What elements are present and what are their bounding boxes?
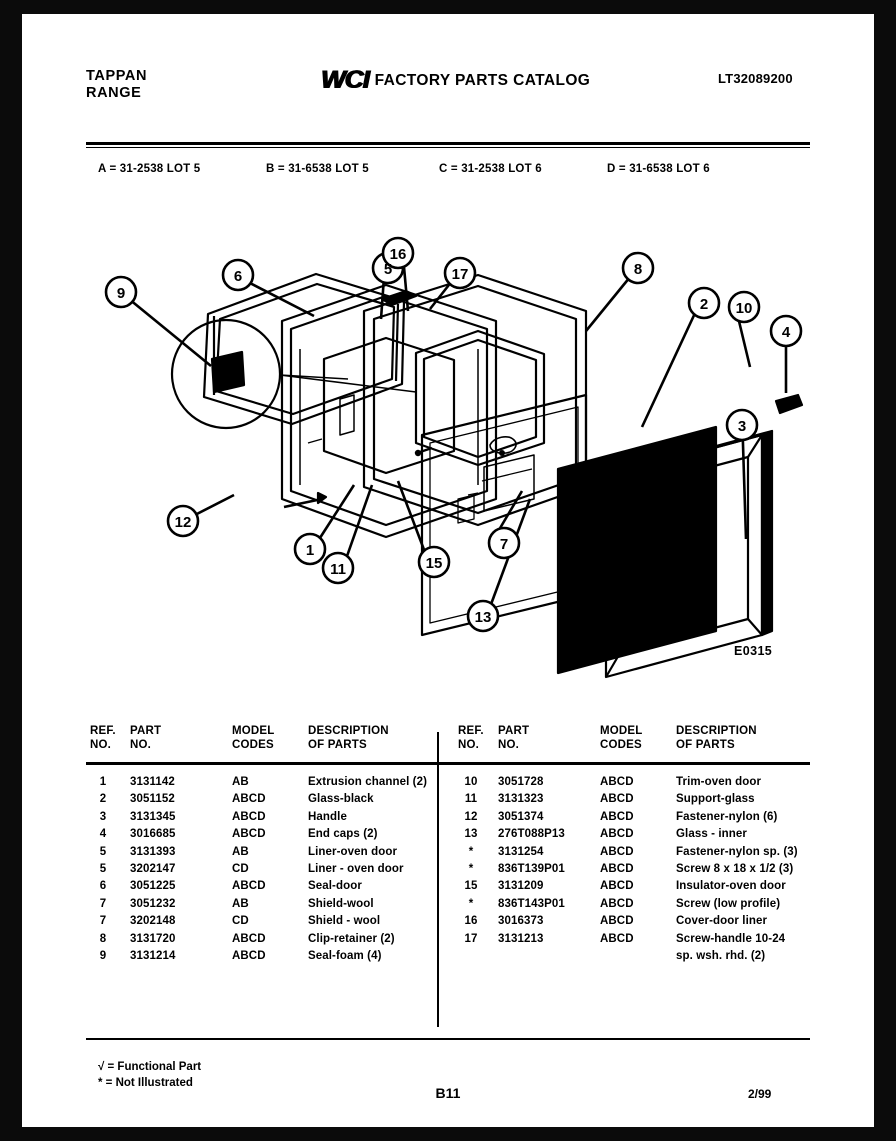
- catalog-date: 2/99: [748, 1087, 772, 1101]
- callout-17: 17: [451, 266, 469, 283]
- cell-model-codes: ABCD: [232, 949, 266, 962]
- cell-part-no: 3131323: [498, 793, 544, 806]
- cell-part-no: 3202148: [130, 915, 176, 928]
- callout-8: 8: [633, 261, 643, 278]
- catalog-number: LT32089200: [718, 71, 793, 86]
- cell-ref-no: *: [468, 897, 474, 910]
- model-code-a: A = 31-2538 LOT 5: [98, 163, 201, 175]
- callout-16: 16: [389, 246, 407, 263]
- cell-description: Glass-black: [308, 793, 374, 806]
- header-description: DESCRIPTION OF PARTS: [308, 725, 389, 751]
- cell-description: Glass - inner: [676, 828, 747, 841]
- table-row: [454, 950, 804, 967]
- page-number: B11: [435, 1085, 461, 1101]
- cell-ref-no: 4: [99, 828, 107, 841]
- parts-column-right: [454, 776, 804, 967]
- table-row: [86, 880, 436, 897]
- table-row: [86, 811, 436, 828]
- cell-part-no: 3202147: [130, 862, 176, 875]
- cell-model-codes: CD: [232, 915, 249, 928]
- callout-4: 4: [781, 324, 791, 341]
- cell-model-codes: ABCD: [600, 897, 634, 910]
- cell-part-no: 3051225: [130, 880, 176, 893]
- cell-model-codes: ABCD: [600, 810, 634, 823]
- cell-description: Clip-retainer (2): [308, 932, 395, 945]
- table-row: [86, 846, 436, 863]
- table-row: [454, 828, 804, 845]
- cell-ref-no: 16: [464, 915, 478, 928]
- table-row: [86, 793, 436, 810]
- header-rule-thin: [86, 147, 810, 148]
- cell-part-no: 3131142: [130, 776, 175, 788]
- cell-description: Liner - oven door: [308, 862, 404, 875]
- cell-part-no: 3131393: [130, 845, 176, 858]
- callout-1: 1: [305, 542, 315, 559]
- cell-description: Shield-wool: [308, 897, 374, 910]
- legend-not-illustrated: * = Not Illustrated: [98, 1077, 193, 1089]
- cell-ref-no: 7: [99, 915, 107, 928]
- cell-description: Screw (low profile): [676, 897, 781, 910]
- header-ref-no: REF. NO.: [90, 725, 116, 751]
- cell-ref-no: 15: [464, 880, 478, 893]
- table-row: [86, 828, 436, 845]
- cell-description: Extrusion channel (2): [308, 776, 428, 788]
- cell-description: Trim-oven door: [676, 776, 762, 788]
- callout-6: 6: [233, 268, 243, 285]
- cell-part-no: 3051152: [130, 793, 175, 806]
- cell-ref-no: 6: [99, 880, 107, 893]
- header-model-codes-right: MODEL CODES: [600, 725, 643, 751]
- callout-13: 13: [474, 609, 492, 626]
- header-model-codes: MODEL CODES: [232, 725, 275, 751]
- cell-model-codes: ABCD: [232, 880, 266, 893]
- cell-part-no: 836T143P01: [498, 897, 565, 910]
- cell-ref-no: 1: [99, 776, 107, 788]
- header-description-right: DESCRIPTION OF PARTS: [676, 725, 757, 751]
- table-column-divider: [437, 732, 439, 1027]
- model-code-d: D = 31-6538 LOT 6: [607, 163, 710, 175]
- cell-ref-no: 10: [464, 776, 478, 788]
- cell-description: Screw 8 x 18 x 1/2 (3): [676, 862, 794, 875]
- callout-15: 15: [425, 555, 443, 572]
- cell-ref-no: 12: [464, 810, 478, 823]
- callout-5: 5: [383, 261, 393, 278]
- callout-3: 3: [737, 418, 747, 435]
- cell-ref-no: 7: [99, 897, 107, 910]
- cell-model-codes: ABCD: [600, 915, 634, 928]
- cell-ref-no: 5: [99, 845, 107, 858]
- table-row: [454, 793, 804, 810]
- table-row: [454, 915, 804, 932]
- cell-part-no: 836T139P01: [498, 862, 565, 875]
- table-row: [454, 776, 804, 793]
- brand-name: [86, 68, 147, 102]
- cell-ref-no: 2: [99, 793, 107, 806]
- cell-description: End caps (2): [308, 828, 378, 841]
- cell-description: Cover-door liner: [676, 915, 768, 928]
- cell-model-codes: ABCD: [600, 845, 634, 858]
- cell-part-no: 3051374: [498, 810, 544, 823]
- cell-model-codes: AB: [232, 897, 249, 910]
- cell-description: sp. wsh. rhd. (2): [676, 949, 766, 962]
- table-row: [454, 863, 804, 880]
- cell-part-no: 3131345: [130, 810, 176, 823]
- model-code-c: C = 31-2538 LOT 6: [439, 163, 542, 175]
- table-row: [86, 915, 436, 932]
- callout-11: 11: [330, 561, 346, 578]
- parts-table: [86, 714, 810, 1044]
- table-row: [454, 898, 804, 915]
- cell-part-no: 276T088P13: [498, 828, 565, 841]
- cell-description: Seal-door: [308, 880, 362, 893]
- figure-code: E0315: [734, 644, 773, 658]
- cell-model-codes: CD: [232, 862, 249, 875]
- cell-part-no: 3131214: [130, 949, 176, 962]
- header-ref-no-right: REF. NO.: [458, 725, 484, 751]
- table-row: [86, 950, 436, 967]
- cell-model-codes: ABCD: [600, 776, 634, 788]
- table-header: [86, 714, 810, 760]
- cell-ref-no: 9: [99, 949, 107, 962]
- cell-description: Screw-handle 10-24: [676, 932, 786, 945]
- callout-2: 2: [699, 296, 709, 313]
- cell-part-no: 3051232: [130, 897, 176, 910]
- cell-ref-no: *: [468, 862, 474, 875]
- cell-model-codes: ABCD: [232, 932, 266, 945]
- table-row: [454, 880, 804, 897]
- cell-description: Handle: [308, 810, 347, 823]
- brand-line-1: TAPPAN: [86, 68, 148, 84]
- cell-part-no: 3016685: [130, 828, 176, 841]
- cell-ref-no: 11: [464, 793, 478, 806]
- table-row: [454, 811, 804, 828]
- cell-part-no: 3051728: [498, 776, 544, 788]
- cell-ref-no: 13: [464, 828, 478, 841]
- cell-part-no: 3131209: [498, 880, 544, 893]
- table-row: [454, 846, 804, 863]
- cell-ref-no: 17: [464, 932, 478, 945]
- header-part-no-right: PART NO.: [498, 725, 530, 751]
- legend-functional-part: √ = Functional Part: [98, 1061, 202, 1073]
- header-rule-thick: [86, 142, 810, 145]
- cell-part-no: 3131720: [130, 932, 176, 945]
- cell-description: Support-glass: [676, 793, 755, 806]
- cell-ref-no: 3: [99, 810, 107, 823]
- model-code-legend: [98, 163, 810, 175]
- cell-model-codes: ABCD: [600, 862, 634, 875]
- cell-description: Liner-oven door: [308, 845, 398, 858]
- cell-model-codes: AB: [232, 845, 249, 858]
- cell-model-codes: ABCD: [600, 828, 634, 841]
- callout-9: 9: [116, 285, 126, 302]
- model-code-b: B = 31-6538 LOT 5: [266, 163, 369, 175]
- callout-10: 10: [735, 300, 753, 317]
- callout-7: 7: [499, 536, 509, 553]
- cell-ref-no: *: [468, 845, 474, 858]
- table-bottom-rule: [86, 1038, 810, 1040]
- cell-description: Seal-foam (4): [308, 949, 382, 962]
- header-part-no: PART NO.: [130, 725, 162, 751]
- table-row: [86, 863, 436, 880]
- wci-logo: WCI: [320, 66, 369, 94]
- table-row: [86, 898, 436, 915]
- table-row: [86, 933, 436, 950]
- cell-model-codes: ABCD: [600, 793, 634, 806]
- callout-12: 12: [174, 514, 192, 531]
- cell-model-codes: ABCD: [232, 793, 266, 806]
- oven-door-assembly-drawing: [86, 199, 810, 679]
- cell-ref-no: 5: [99, 862, 107, 875]
- cell-part-no: 3131213: [498, 932, 544, 945]
- cell-model-codes: ABCD: [232, 828, 266, 841]
- cell-model-codes: ABCD: [232, 810, 266, 823]
- cell-description: Fastener-nylon (6): [676, 810, 778, 823]
- catalog-header: [322, 66, 590, 95]
- brand-line-2: RANGE: [86, 85, 142, 101]
- table-row: [454, 933, 804, 950]
- parts-column-left: [86, 776, 436, 967]
- cell-part-no: 3016373: [498, 915, 544, 928]
- table-row: [86, 776, 436, 793]
- catalog-page: [22, 14, 874, 1127]
- catalog-title: FACTORY PARTS CATALOG: [374, 71, 591, 89]
- table-header-rule: [86, 762, 810, 765]
- cell-description: Insulator-oven door: [676, 880, 786, 893]
- cell-model-codes: ABCD: [600, 880, 634, 893]
- cell-model-codes: AB: [232, 776, 249, 788]
- cell-ref-no: 8: [99, 932, 107, 945]
- cell-part-no: 3131254: [498, 845, 544, 858]
- cell-description: Fastener-nylon sp. (3): [676, 845, 798, 858]
- exploded-view-diagram: [86, 199, 810, 679]
- cell-description: Shield - wool: [308, 915, 381, 928]
- cell-model-codes: ABCD: [600, 932, 634, 945]
